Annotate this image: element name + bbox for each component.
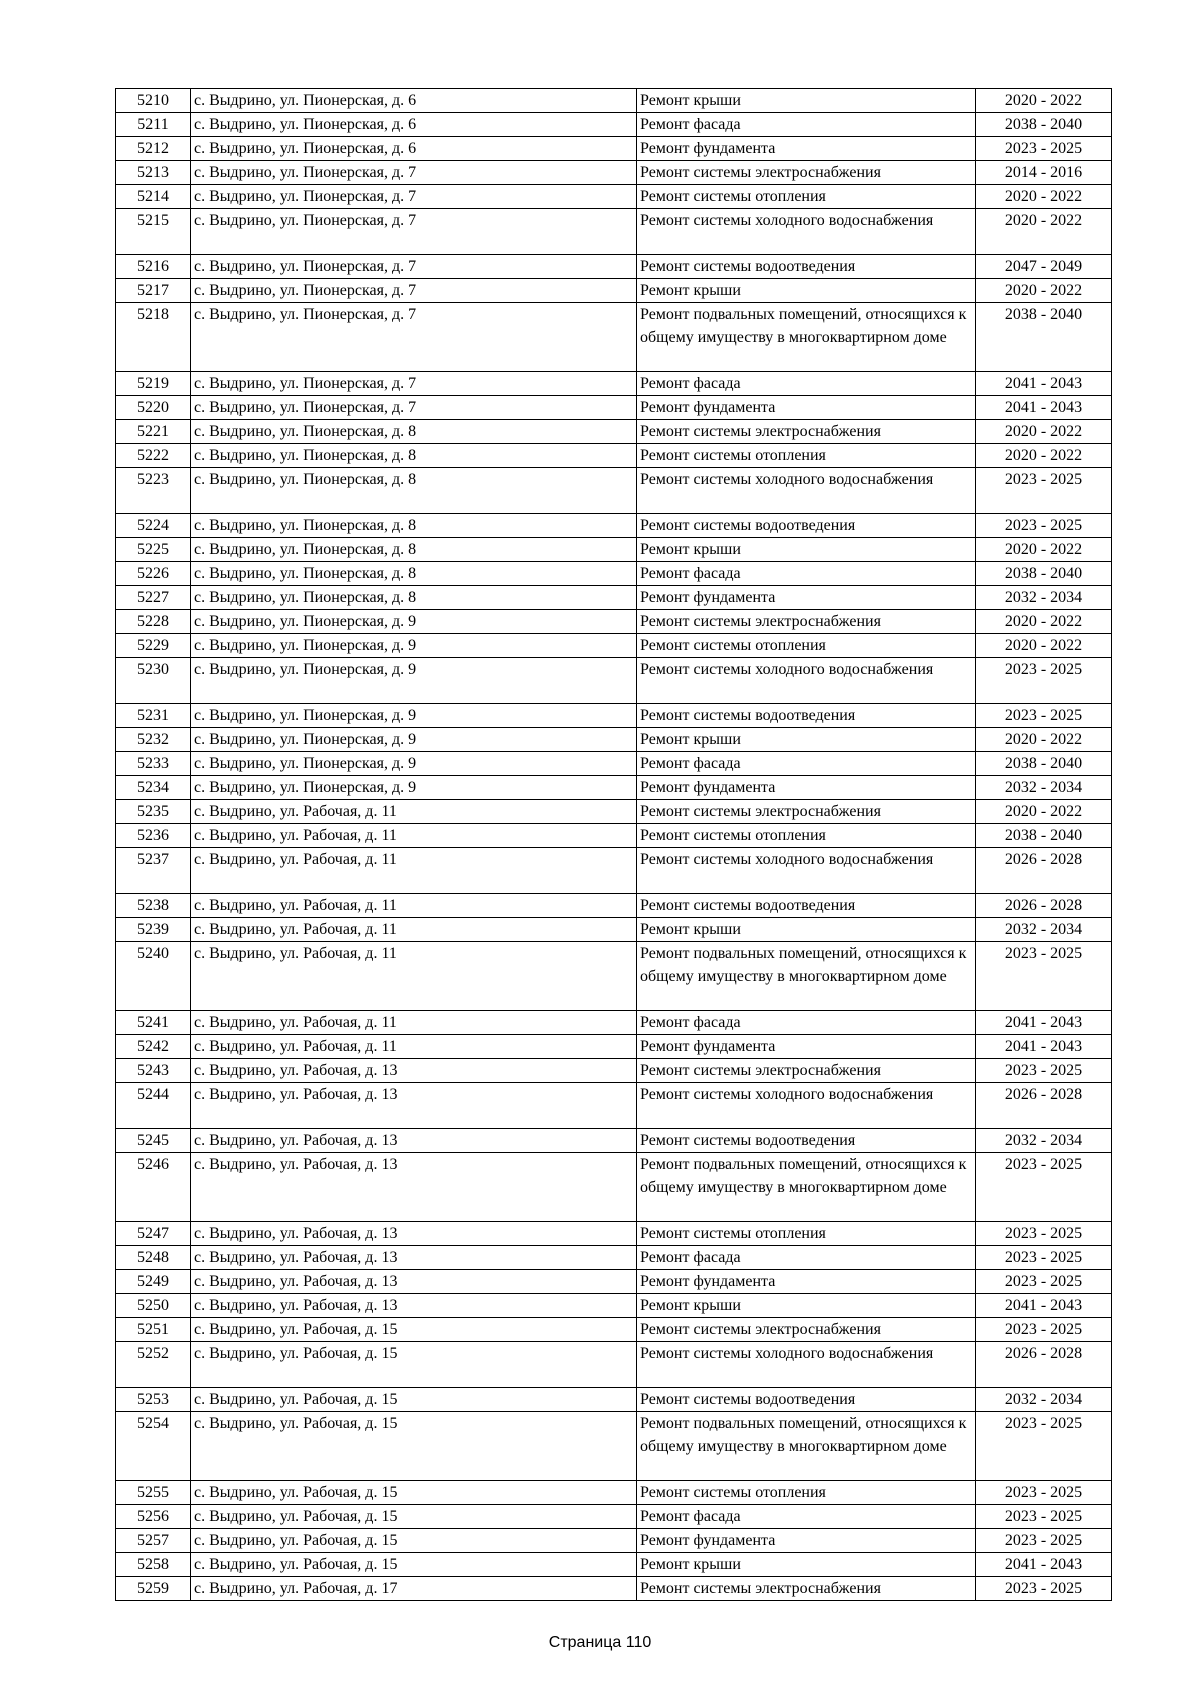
work-type-cell: Ремонт крыши [637, 89, 976, 113]
row-number-cell: 5250 [116, 1294, 191, 1318]
address-cell: с. Выдрино, ул. Рабочая, д. 13 [191, 1083, 637, 1129]
table-row [116, 1059, 1112, 1083]
work-type-cell: Ремонт фасада [637, 1246, 976, 1270]
page-number: Страница 110 [548, 1634, 652, 1651]
address-cell: с. Выдрино, ул. Пионерская, д. 6 [191, 89, 637, 113]
table-row [116, 209, 1112, 255]
row-number-cell: 5225 [116, 538, 191, 562]
work-type-cell: Ремонт системы электроснабжения [637, 1577, 976, 1601]
table-row [116, 800, 1112, 824]
work-type-cell: Ремонт фундамента [637, 1270, 976, 1294]
period-cell: 2023 - 2025 [976, 1318, 1112, 1342]
address-cell: с. Выдрино, ул. Рабочая, д. 15 [191, 1412, 637, 1481]
table-row [116, 161, 1112, 185]
work-type-cell: Ремонт системы отопления [637, 824, 976, 848]
address-cell: с. Выдрино, ул. Пионерская, д. 7 [191, 372, 637, 396]
period-cell: 2020 - 2022 [976, 634, 1112, 658]
work-type-cell: Ремонт системы холодного водоснабжения [637, 1342, 976, 1388]
address-cell: с. Выдрино, ул. Рабочая, д. 15 [191, 1318, 637, 1342]
work-type-cell: Ремонт фасада [637, 1505, 976, 1529]
period-cell: 2038 - 2040 [976, 303, 1112, 372]
row-number-cell: 5240 [116, 942, 191, 1011]
address-cell: с. Выдрино, ул. Рабочая, д. 15 [191, 1505, 637, 1529]
period-cell: 2020 - 2022 [976, 279, 1112, 303]
address-cell: с. Выдрино, ул. Пионерская, д. 9 [191, 658, 637, 704]
table-row [116, 1318, 1112, 1342]
address-cell: с. Выдрино, ул. Пионерская, д. 8 [191, 468, 637, 514]
table-row [116, 303, 1112, 372]
period-cell: 2023 - 2025 [976, 704, 1112, 728]
address-cell: с. Выдрино, ул. Рабочая, д. 15 [191, 1388, 637, 1412]
period-cell: 2023 - 2025 [976, 1481, 1112, 1505]
address-cell: с. Выдрино, ул. Пионерская, д. 7 [191, 209, 637, 255]
row-number-cell: 5245 [116, 1129, 191, 1153]
row-number-cell: 5259 [116, 1577, 191, 1601]
work-type-cell: Ремонт крыши [637, 1294, 976, 1318]
period-cell: 2047 - 2049 [976, 255, 1112, 279]
address-cell: с. Выдрино, ул. Пионерская, д. 7 [191, 161, 637, 185]
table-row [116, 444, 1112, 468]
work-type-cell: Ремонт системы холодного водоснабжения [637, 658, 976, 704]
period-cell: 2023 - 2025 [976, 1577, 1112, 1601]
row-number-cell: 5218 [116, 303, 191, 372]
row-number-cell: 5212 [116, 137, 191, 161]
work-type-cell: Ремонт системы отопления [637, 444, 976, 468]
row-number-cell: 5252 [116, 1342, 191, 1388]
table-row [116, 1481, 1112, 1505]
address-cell: с. Выдрино, ул. Пионерская, д. 9 [191, 704, 637, 728]
period-cell: 2023 - 2025 [976, 1222, 1112, 1246]
address-cell: с. Выдрино, ул. Рабочая, д. 11 [191, 848, 637, 894]
row-number-cell: 5244 [116, 1083, 191, 1129]
row-number-cell: 5249 [116, 1270, 191, 1294]
table-row [116, 704, 1112, 728]
table-row [116, 1577, 1112, 1601]
row-number-cell: 5227 [116, 586, 191, 610]
address-cell: с. Выдрино, ул. Пионерская, д. 9 [191, 776, 637, 800]
table-row [116, 776, 1112, 800]
work-type-cell: Ремонт крыши [637, 1553, 976, 1577]
table-row [116, 113, 1112, 137]
row-number-cell: 5233 [116, 752, 191, 776]
row-number-cell: 5246 [116, 1153, 191, 1222]
table-row [116, 1035, 1112, 1059]
address-cell: с. Выдрино, ул. Пионерская, д. 6 [191, 137, 637, 161]
row-number-cell: 5251 [116, 1318, 191, 1342]
row-number-cell: 5241 [116, 1011, 191, 1035]
address-cell: с. Выдрино, ул. Рабочая, д. 11 [191, 824, 637, 848]
work-type-cell: Ремонт системы водоотведения [637, 704, 976, 728]
table-row [116, 1505, 1112, 1529]
address-cell: с. Выдрино, ул. Пионерская, д. 8 [191, 538, 637, 562]
table-row [116, 514, 1112, 538]
table-row [116, 1083, 1112, 1129]
work-type-cell: Ремонт фундамента [637, 776, 976, 800]
table-row [116, 1553, 1112, 1577]
work-type-cell: Ремонт фундамента [637, 1529, 976, 1553]
table-row [116, 1246, 1112, 1270]
work-type-cell: Ремонт системы отопления [637, 1222, 976, 1246]
row-number-cell: 5236 [116, 824, 191, 848]
address-cell: с. Выдрино, ул. Пионерская, д. 8 [191, 586, 637, 610]
table-row [116, 1129, 1112, 1153]
address-cell: с. Выдрино, ул. Рабочая, д. 13 [191, 1129, 637, 1153]
period-cell: 2032 - 2034 [976, 586, 1112, 610]
row-number-cell: 5237 [116, 848, 191, 894]
work-type-cell: Ремонт фундамента [637, 586, 976, 610]
row-number-cell: 5238 [116, 894, 191, 918]
period-cell: 2032 - 2034 [976, 1388, 1112, 1412]
row-number-cell: 5258 [116, 1553, 191, 1577]
work-type-cell: Ремонт фасада [637, 1011, 976, 1035]
period-cell: 2023 - 2025 [976, 1270, 1112, 1294]
period-cell: 2038 - 2040 [976, 113, 1112, 137]
address-cell: с. Выдрино, ул. Пионерская, д. 9 [191, 610, 637, 634]
row-number-cell: 5217 [116, 279, 191, 303]
table-row [116, 420, 1112, 444]
period-cell: 2032 - 2034 [976, 918, 1112, 942]
period-cell: 2038 - 2040 [976, 562, 1112, 586]
work-type-cell: Ремонт фасада [637, 372, 976, 396]
row-number-cell: 5215 [116, 209, 191, 255]
row-number-cell: 5256 [116, 1505, 191, 1529]
row-number-cell: 5232 [116, 728, 191, 752]
address-cell: с. Выдрино, ул. Пионерская, д. 6 [191, 113, 637, 137]
row-number-cell: 5219 [116, 372, 191, 396]
work-type-cell: Ремонт системы отопления [637, 1481, 976, 1505]
table-row [116, 1388, 1112, 1412]
period-cell: 2041 - 2043 [976, 1011, 1112, 1035]
row-number-cell: 5248 [116, 1246, 191, 1270]
repair-schedule-table [115, 88, 1112, 1601]
work-type-cell: Ремонт подвальных помещений, относящихся к общему имуществу в многоквартирном доме [637, 942, 976, 1011]
address-cell: с. Выдрино, ул. Пионерская, д. 9 [191, 752, 637, 776]
period-cell: 2023 - 2025 [976, 1059, 1112, 1083]
address-cell: с. Выдрино, ул. Рабочая, д. 15 [191, 1529, 637, 1553]
row-number-cell: 5247 [116, 1222, 191, 1246]
period-cell: 2038 - 2040 [976, 752, 1112, 776]
work-type-cell: Ремонт системы электроснабжения [637, 161, 976, 185]
period-cell: 2014 - 2016 [976, 161, 1112, 185]
row-number-cell: 5222 [116, 444, 191, 468]
address-cell: с. Выдрино, ул. Пионерская, д. 7 [191, 303, 637, 372]
work-type-cell: Ремонт подвальных помещений, относящихся к общему имуществу в многоквартирном доме [637, 303, 976, 372]
work-type-cell: Ремонт системы холодного водоснабжения [637, 468, 976, 514]
row-number-cell: 5224 [116, 514, 191, 538]
row-number-cell: 5213 [116, 161, 191, 185]
table-row [116, 137, 1112, 161]
work-type-cell: Ремонт системы электроснабжения [637, 1318, 976, 1342]
period-cell: 2023 - 2025 [976, 1505, 1112, 1529]
address-cell: с. Выдрино, ул. Пионерская, д. 8 [191, 420, 637, 444]
period-cell: 2023 - 2025 [976, 942, 1112, 1011]
address-cell: с. Выдрино, ул. Пионерская, д. 9 [191, 634, 637, 658]
work-type-cell: Ремонт системы электроснабжения [637, 610, 976, 634]
row-number-cell: 5253 [116, 1388, 191, 1412]
period-cell: 2023 - 2025 [976, 1246, 1112, 1270]
table-row [116, 1529, 1112, 1553]
work-type-cell: Ремонт системы водоотведения [637, 514, 976, 538]
table-row [116, 728, 1112, 752]
period-cell: 2026 - 2028 [976, 894, 1112, 918]
table-row [116, 586, 1112, 610]
work-type-cell: Ремонт фундамента [637, 137, 976, 161]
period-cell: 2020 - 2022 [976, 610, 1112, 634]
row-number-cell: 5231 [116, 704, 191, 728]
table-row [116, 1412, 1112, 1481]
address-cell: с. Выдрино, ул. Пионерская, д. 7 [191, 185, 637, 209]
work-type-cell: Ремонт системы холодного водоснабжения [637, 1083, 976, 1129]
table-row [116, 396, 1112, 420]
period-cell: 2023 - 2025 [976, 514, 1112, 538]
period-cell: 2020 - 2022 [976, 444, 1112, 468]
table-row [116, 255, 1112, 279]
table-row [116, 1270, 1112, 1294]
work-type-cell: Ремонт крыши [637, 918, 976, 942]
work-type-cell: Ремонт крыши [637, 279, 976, 303]
period-cell: 2041 - 2043 [976, 396, 1112, 420]
table-row [116, 634, 1112, 658]
work-type-cell: Ремонт крыши [637, 728, 976, 752]
address-cell: с. Выдрино, ул. Рабочая, д. 11 [191, 800, 637, 824]
address-cell: с. Выдрино, ул. Рабочая, д. 17 [191, 1577, 637, 1601]
work-type-cell: Ремонт фасада [637, 752, 976, 776]
row-number-cell: 5239 [116, 918, 191, 942]
row-number-cell: 5235 [116, 800, 191, 824]
period-cell: 2023 - 2025 [976, 658, 1112, 704]
table-row [116, 1294, 1112, 1318]
period-cell: 2041 - 2043 [976, 1553, 1112, 1577]
address-cell: с. Выдрино, ул. Рабочая, д. 11 [191, 1011, 637, 1035]
work-type-cell: Ремонт фасада [637, 562, 976, 586]
work-type-cell: Ремонт системы отопления [637, 634, 976, 658]
row-number-cell: 5223 [116, 468, 191, 514]
work-type-cell: Ремонт системы холодного водоснабжения [637, 209, 976, 255]
period-cell: 2041 - 2043 [976, 1035, 1112, 1059]
period-cell: 2026 - 2028 [976, 848, 1112, 894]
address-cell: с. Выдрино, ул. Рабочая, д. 15 [191, 1481, 637, 1505]
period-cell: 2020 - 2022 [976, 538, 1112, 562]
address-cell: с. Выдрино, ул. Рабочая, д. 11 [191, 942, 637, 1011]
work-type-cell: Ремонт фундамента [637, 1035, 976, 1059]
period-cell: 2020 - 2022 [976, 728, 1112, 752]
address-cell: с. Выдрино, ул. Рабочая, д. 13 [191, 1153, 637, 1222]
row-number-cell: 5228 [116, 610, 191, 634]
address-cell: с. Выдрино, ул. Пионерская, д. 8 [191, 514, 637, 538]
address-cell: с. Выдрино, ул. Рабочая, д. 13 [191, 1294, 637, 1318]
table-row [116, 279, 1112, 303]
address-cell: с. Выдрино, ул. Рабочая, д. 15 [191, 1342, 637, 1388]
work-type-cell: Ремонт системы электроснабжения [637, 1059, 976, 1083]
period-cell: 2020 - 2022 [976, 185, 1112, 209]
address-cell: с. Выдрино, ул. Рабочая, д. 13 [191, 1246, 637, 1270]
row-number-cell: 5229 [116, 634, 191, 658]
work-type-cell: Ремонт подвальных помещений, относящихся к общему имуществу в многоквартирном доме [637, 1412, 976, 1481]
period-cell: 2023 - 2025 [976, 1529, 1112, 1553]
period-cell: 2023 - 2025 [976, 137, 1112, 161]
table-row [116, 89, 1112, 113]
row-number-cell: 5254 [116, 1412, 191, 1481]
row-number-cell: 5210 [116, 89, 191, 113]
table-row [116, 918, 1112, 942]
period-cell: 2041 - 2043 [976, 1294, 1112, 1318]
work-type-cell: Ремонт системы водоотведения [637, 1388, 976, 1412]
table-row [116, 1342, 1112, 1388]
work-type-cell: Ремонт системы водоотведения [637, 894, 976, 918]
table-row [116, 538, 1112, 562]
table-row [116, 372, 1112, 396]
work-type-cell: Ремонт системы холодного водоснабжения [637, 848, 976, 894]
period-cell: 2041 - 2043 [976, 372, 1112, 396]
period-cell: 2038 - 2040 [976, 824, 1112, 848]
table-row [116, 658, 1112, 704]
period-cell: 2032 - 2034 [976, 776, 1112, 800]
table-row [116, 1153, 1112, 1222]
table-body [116, 89, 1112, 1601]
period-cell: 2020 - 2022 [976, 800, 1112, 824]
address-cell: с. Выдрино, ул. Пионерская, д. 8 [191, 562, 637, 586]
period-cell: 2026 - 2028 [976, 1342, 1112, 1388]
period-cell: 2032 - 2034 [976, 1129, 1112, 1153]
row-number-cell: 5226 [116, 562, 191, 586]
table-row [116, 894, 1112, 918]
row-number-cell: 5243 [116, 1059, 191, 1083]
address-cell: с. Выдрино, ул. Пионерская, д. 9 [191, 728, 637, 752]
address-cell: с. Выдрино, ул. Рабочая, д. 11 [191, 918, 637, 942]
table-row [116, 610, 1112, 634]
table-row [116, 942, 1112, 1011]
address-cell: с. Выдрино, ул. Пионерская, д. 7 [191, 255, 637, 279]
work-type-cell: Ремонт системы отопления [637, 185, 976, 209]
table-row [116, 1222, 1112, 1246]
work-type-cell: Ремонт подвальных помещений, относящихся к общему имуществу в многоквартирном доме [637, 1153, 976, 1222]
row-number-cell: 5211 [116, 113, 191, 137]
row-number-cell: 5230 [116, 658, 191, 704]
address-cell: с. Выдрино, ул. Рабочая, д. 15 [191, 1553, 637, 1577]
row-number-cell: 5216 [116, 255, 191, 279]
row-number-cell: 5257 [116, 1529, 191, 1553]
address-cell: с. Выдрино, ул. Рабочая, д. 11 [191, 894, 637, 918]
work-type-cell: Ремонт системы электроснабжения [637, 800, 976, 824]
period-cell: 2023 - 2025 [976, 468, 1112, 514]
row-number-cell: 5220 [116, 396, 191, 420]
period-cell: 2023 - 2025 [976, 1412, 1112, 1481]
table-row [116, 562, 1112, 586]
period-cell: 2023 - 2025 [976, 1153, 1112, 1222]
table-row [116, 752, 1112, 776]
table-row [116, 185, 1112, 209]
table-row [116, 848, 1112, 894]
work-type-cell: Ремонт системы электроснабжения [637, 420, 976, 444]
period-cell: 2020 - 2022 [976, 420, 1112, 444]
period-cell: 2026 - 2028 [976, 1083, 1112, 1129]
address-cell: с. Выдрино, ул. Рабочая, д. 13 [191, 1222, 637, 1246]
work-type-cell: Ремонт системы водоотведения [637, 255, 976, 279]
work-type-cell: Ремонт фасада [637, 113, 976, 137]
table-row [116, 468, 1112, 514]
work-type-cell: Ремонт системы водоотведения [637, 1129, 976, 1153]
address-cell: с. Выдрино, ул. Пионерская, д. 7 [191, 396, 637, 420]
period-cell: 2020 - 2022 [976, 209, 1112, 255]
address-cell: с. Выдрино, ул. Рабочая, д. 11 [191, 1035, 637, 1059]
row-number-cell: 5214 [116, 185, 191, 209]
address-cell: с. Выдрино, ул. Пионерская, д. 7 [191, 279, 637, 303]
row-number-cell: 5242 [116, 1035, 191, 1059]
row-number-cell: 5234 [116, 776, 191, 800]
table-row [116, 1011, 1112, 1035]
table-row [116, 824, 1112, 848]
work-type-cell: Ремонт крыши [637, 538, 976, 562]
address-cell: с. Выдрино, ул. Рабочая, д. 13 [191, 1059, 637, 1083]
address-cell: с. Выдрино, ул. Рабочая, д. 13 [191, 1270, 637, 1294]
work-type-cell: Ремонт фундамента [637, 396, 976, 420]
row-number-cell: 5255 [116, 1481, 191, 1505]
period-cell: 2020 - 2022 [976, 89, 1112, 113]
address-cell: с. Выдрино, ул. Пионерская, д. 8 [191, 444, 637, 468]
row-number-cell: 5221 [116, 420, 191, 444]
